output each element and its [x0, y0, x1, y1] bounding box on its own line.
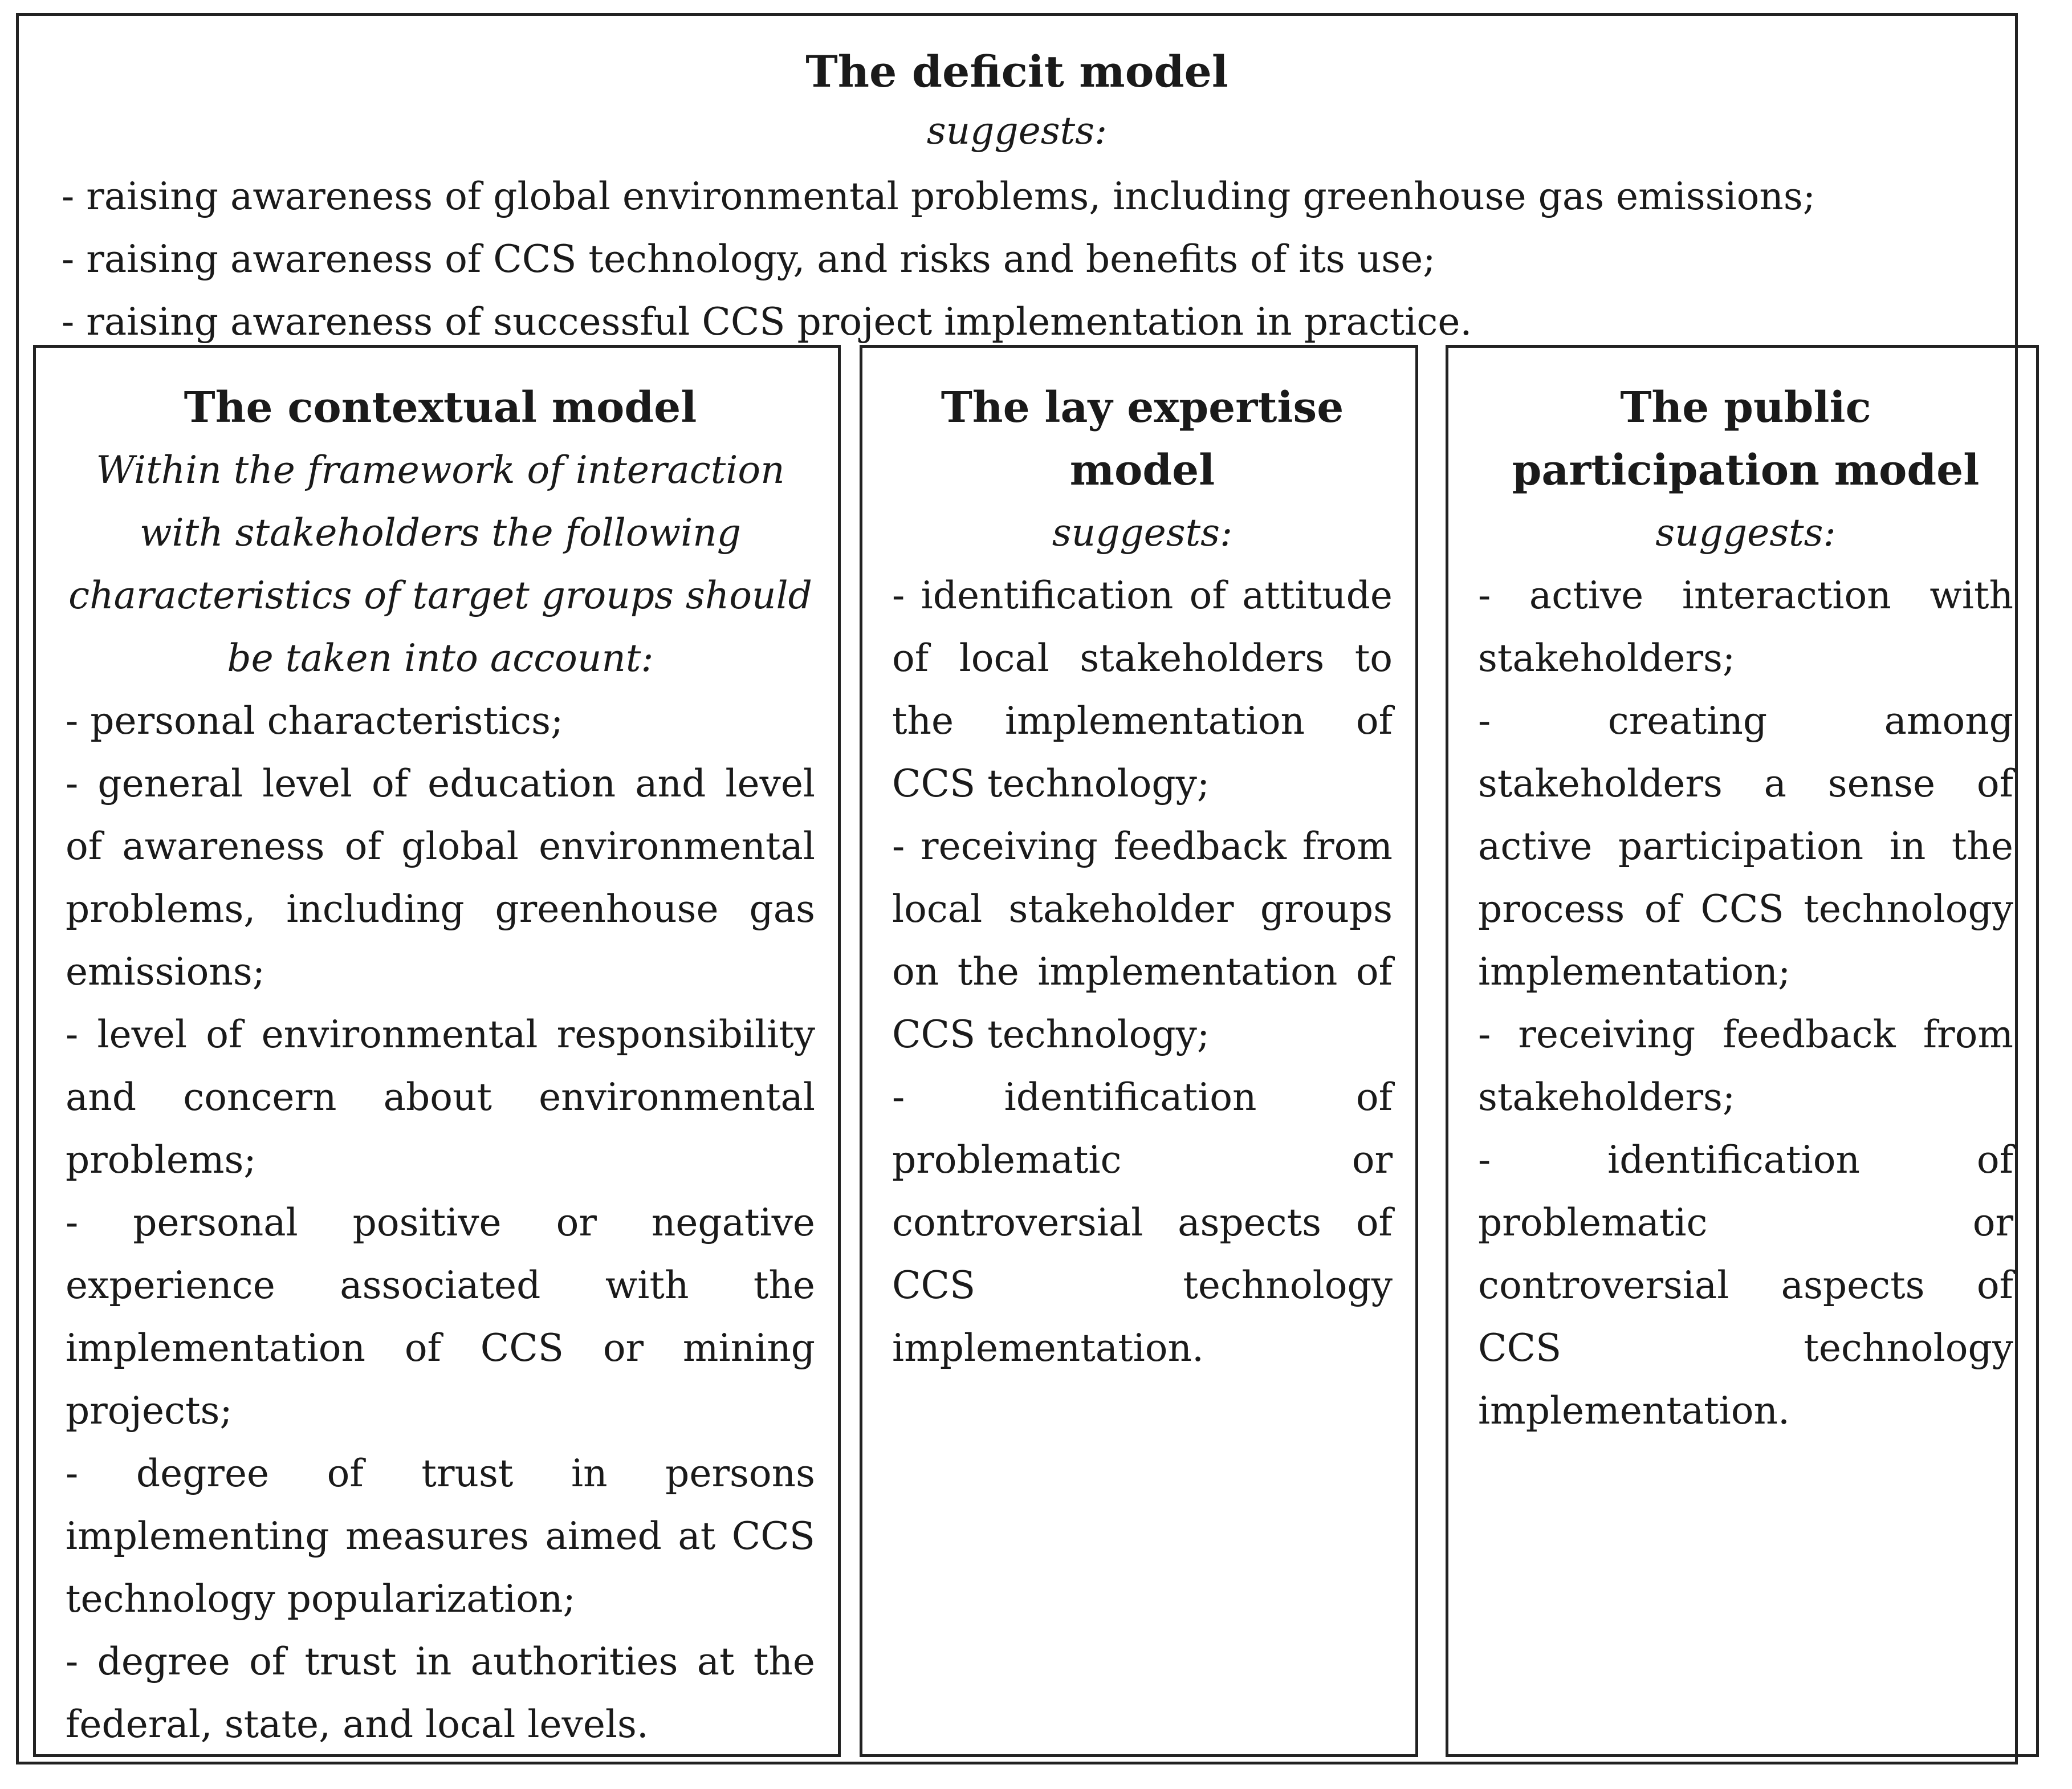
list-item: - identification of attitude of local stakeholders to the implementation of CCS technology; [892, 574, 1393, 806]
list-item: - raising awareness of successful CCS project implementation in practice. [62, 300, 1472, 344]
contextual-model-box [33, 345, 841, 1757]
list-item: - active interaction with stakeholders; [1478, 574, 2013, 680]
contextual-model-subtitle: Within the framework of interaction with stakeholders the following characteristics of target groups should be taken into account: [68, 448, 812, 680]
list-item: - personal characteristics; [66, 699, 564, 743]
lay-expertise-model-title: The lay expertise model [941, 383, 1344, 495]
lay-expertise-model-subtitle: suggests: [1052, 511, 1233, 555]
list-item: - degree of trust in persons implementing measures aimed at CCS technology popularization; [66, 1451, 815, 1621]
list-item: - raising awareness of global environmental problems, including greenhouse gas emissions; [62, 174, 1815, 218]
list-item: - creating among stakeholders a sense of active participation in the process of CCS technology implementation; [1478, 699, 2013, 994]
public-participation-model-title: The public participation model [1512, 383, 1980, 495]
contextual-model-title: The contextual model [184, 383, 697, 432]
list-item: - identification of problematic or controversial aspects of CCS technology implementation. [1478, 1138, 2013, 1433]
list-item: - receiving feedback from stakeholders; [1478, 1013, 2013, 1119]
public-participation-model-box [1446, 345, 2039, 1757]
deficit-model-list [62, 165, 2000, 353]
deficit-model-title: The deficit model [805, 46, 1228, 97]
public-participation-model-subtitle: suggests: [1655, 511, 1836, 555]
lay-expertise-model-box [860, 345, 1418, 1757]
list-item: - degree of trust in authorities at the federal, state, and local levels. [66, 1640, 815, 1746]
list-item: - raising awareness of CCS technology, and risks and benefits of its use; [62, 237, 1436, 281]
list-item: - level of environmental responsibility and concern about environmental problems; [66, 1013, 815, 1182]
list-item: - personal positive or negative experience associated with the implementation of CCS or mining projects; [66, 1201, 815, 1433]
deficit-model-subtitle: suggests: [926, 109, 1108, 153]
list-item: - general level of education and level of awareness of global environmental problems, including greenhouse gas emissions; [66, 762, 815, 994]
list-item: - identification of problematic or controversial aspects of CCS technology implementation. [892, 1075, 1393, 1370]
list-item: - receiving feedback from local stakeholder groups on the implementation of CCS technology; [892, 824, 1393, 1056]
